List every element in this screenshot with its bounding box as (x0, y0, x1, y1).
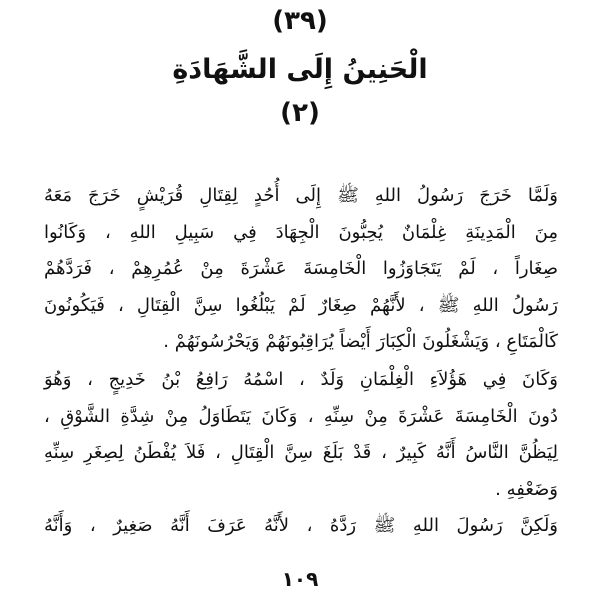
text-line: وَلَمَّا خَرَجَ رَسُولُ اللهِ ﷺ إِلَى أُحُدٍ لِقِتَالِ قُرَيْشٍ خَرَجَ مَعَهُ (44, 185, 558, 206)
page-number: ١٠٩ (281, 567, 319, 591)
chapter-number: (٣٩) (272, 6, 328, 36)
text-line: وَلَكِنَّ رَسُولَ اللهِ ﷺ رَدَّهُ ، لأَنَّهُ عَرَفَ أَنَّهُ صَغِيرٌ ، وَأَنَّهُ (44, 515, 558, 536)
paragraph-1 (44, 178, 558, 361)
text-line: مِنَ الْمَدِينَةِ غِلْمَانٌ يُحِبُّونَ الْجِهَادَ فِي سَبِيلِ اللهِ ، وَكَانُوا (44, 221, 558, 243)
paragraph-2 (44, 362, 558, 508)
text-line: وَكَانَ فِي هَؤُلاَءِ الْغِلْمَانِ وَلَدٌ ، اسْمُهُ رَافِعُ بْنُ خَدِيجٍ ، وَهُوَ (44, 369, 558, 390)
text-line: وَضَعْفِهِ . (495, 478, 558, 500)
text-line: صِغَاراً ، لَمْ يَتَجَاوَزُوا الْخَامِسَةَ عَشْرَةَ مِنْ عُمُرِهِمْ ، فَرَدَّهُمْ (44, 258, 558, 279)
text-line: رَسُولُ اللهِ ﷺ ، لأَنَّهُمْ صِغَارٌ لَمْ يَبْلُغُوا سِنَّ الْقِتَالِ ، فَيَكُونُونَ (44, 294, 558, 316)
part-number: (٢) (280, 98, 320, 128)
chapter-title: الْحَنِينُ إِلَى الشَّهَادَةِ (172, 54, 428, 85)
paragraph-3 (44, 508, 558, 545)
text-line: دُونَ الْخَامِسَةَ عَشْرَةَ مِنْ سِنِّهِ ، وَكَانَ يَتَطَاوَلُ مِنْ شِدَّةِ الشَّوْقِ ، (44, 405, 558, 427)
text-line: لِيَظُنَّ النَّاسُ أَنَّهُ كَبِيرٌ ، قَدْ بَلَغَ سِنَّ الْقِتَالِ ، فَلاَ يُفْطَنُ لِصِغَرِ سِنِّهِ (44, 442, 558, 463)
text-line: كَالْمَتَاعِ ، وَيَشْغَلُونَ الْكِبَارَ أَيْضاً يُرَاقِبُونَهُمْ وَيَحْرُسُونَهُمْ . (163, 331, 558, 352)
